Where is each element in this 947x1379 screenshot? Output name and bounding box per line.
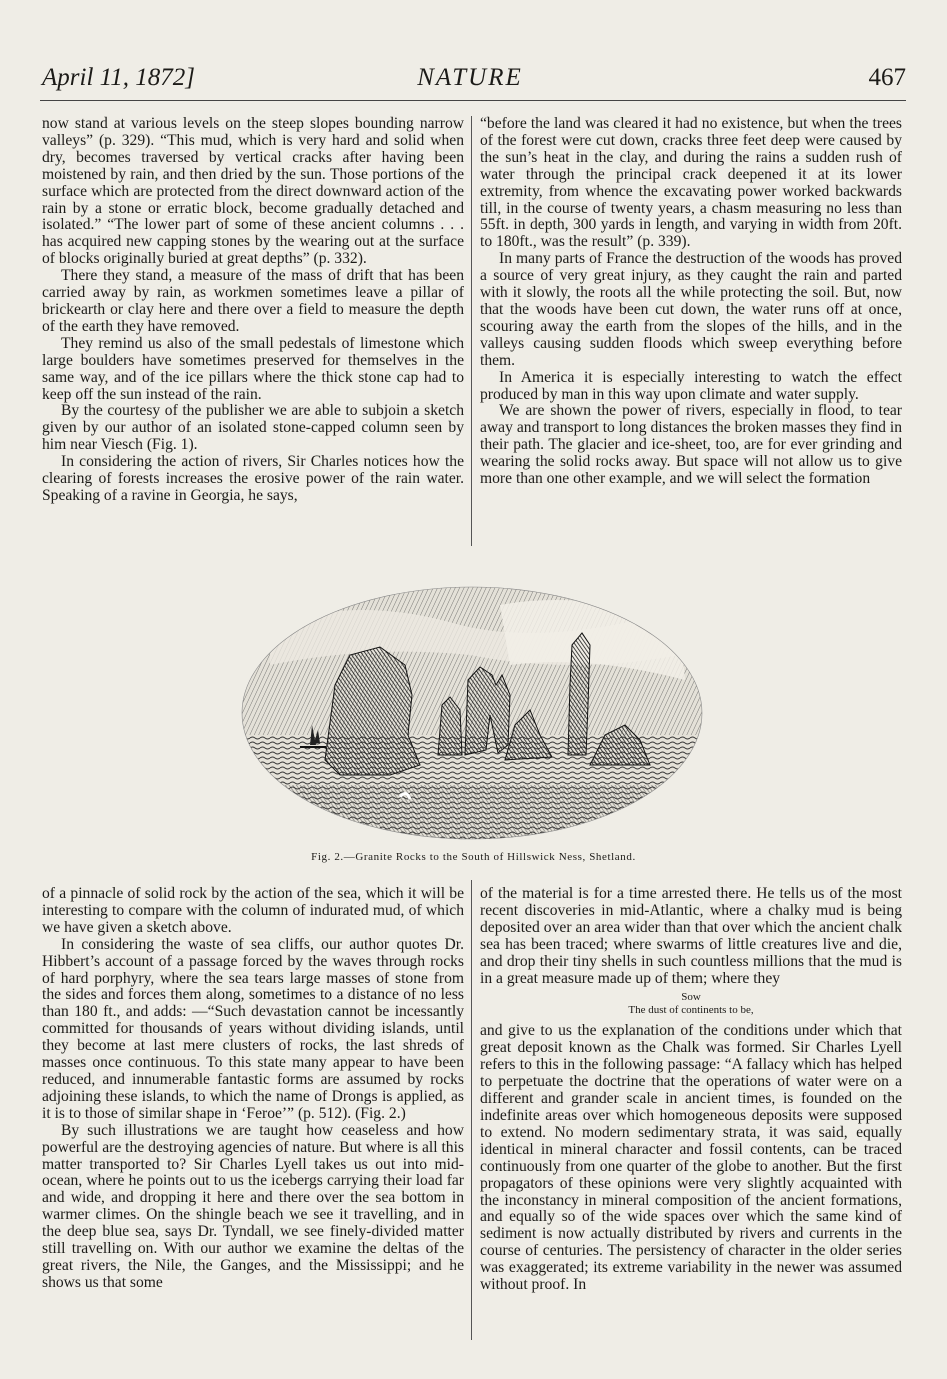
column-bottom-left	[42, 886, 464, 1292]
issue-date: April 11, 1872]	[42, 64, 196, 91]
paragraph: By the courtesy of the publisher we are able to subjoin a sketch given by our author of an isolated stone-capped column seen by him near Viesch (Fig. 1).	[42, 402, 464, 454]
page-number: 467	[868, 64, 906, 91]
verse-line: Sow	[681, 991, 701, 1004]
paragraph: In many parts of France the destruction of the woods has proved a source of very great injury, as they caught the rain and parted with it slowly, the roots all the while protecting the soil. But, now that the woods have been cut down, the water runs off at once, scouring away the earth from the slopes of the hills, and in the valleys causing sudden floods which sweep everything before them.	[480, 250, 902, 369]
paragraph: They remind us also of the small pedestals of limestone which large boulders have sometimes preserved for themselves in the same way, and of the ice pillars where the thick stone cap had to keep off the sun instead of the rain.	[42, 334, 464, 403]
paragraph: In America it is especially interesting to watch the effect produced by man in this way upon climate and water supply.	[480, 368, 902, 403]
paragraph: By such illustrations we are taught how ceaseless and how powerful are the destroying agencies of nature. But where is all this matter transported to? Sir Charles Lyell takes us out into mid-ocean, where he points out to us the icebergs carrying their load far and wide, and dropping it here and there over the sea bottom in warmer climes. On the shingle beach we see it travelling, and in the deep blue sea, says Dr. Tyndall, we see finely-divided matter still travelling on. With our author we examine the deltas of the great rivers, the Nile, the Ganges, and the Mississippi; and he shows us that some	[42, 1121, 464, 1291]
column-top-left	[42, 116, 464, 505]
header-rule	[40, 100, 906, 101]
verse-line: The dust of continents to be,	[628, 1004, 754, 1017]
paragraph: now stand at various levels on the steep slopes bounding narrow valleys” (p. 329). “This mud, which is very hard and solid when dry, becomes traversed by vertical cracks after having been moistened by rain, and then dried by the sun. Those portions of the surface which are protected from the direct downward action of the rain by a stone or erratic block, become gradually detached and isolated.” “The lower part of some of these ancient columns . . . has acquired new capping stones by the wearing out at the surface of blocks originally buried at great depths” (p. 332).	[42, 115, 464, 268]
column-bottom-right	[480, 886, 902, 1294]
paragraph: In considering the action of rivers, Sir Charles notices how the clearing of forests increases the erosive power of the rain water. Speaking of a ravine in Georgia, he says,	[42, 453, 464, 504]
column-divider	[471, 880, 472, 1340]
running-header	[34, 64, 906, 98]
paragraph: “before the land was cleared it had no existence, but when the trees of the forest were cut down, cracks three feet deep were caused by the sun’s heat in the clay, and during the rains a sudden rush of water through the principal crack deepened it at its lower extremity, from whence the excavating power worked backwards till, in the course of twenty years, a chasm measuring no less than 55ft. in depth, 300 yards in length, and varying in width from 20ft. to 180ft., was the result” (p. 339).	[480, 115, 902, 251]
journal-title: NATURE	[417, 64, 523, 91]
paragraph: There they stand, a measure of the mass of drift that has been carried away by rain, as workmen sometimes leave a pillar of brickearth or clay here and there over a field to measure the depth of the earth they have removed.	[42, 267, 464, 335]
paragraph: and give to us the explanation of the conditions under which that great deposit known as the Chalk was formed. Sir Charles Lyell refers to this in the following passage: “A fallacy which has helped to perpetuate the doctrine that the operations of water were on a different and grander scale in ancient times, is founded on the indefinite areas over which homogeneous deposits were supposed to extend. No modern sedimentary strata, it was said, equally identical in mineral character and fossil contents, can be traced continuously from one quarter of the globe to another. But the first propagators of these opinions were very slightly acquainted with the inconstancy in mineral composition of the ancient formations, and equally so of the wide spaces over which the same kind of sediment is now actually distributed by rivers and currents in the course of centuries. The persistency of character in the older series was exaggerated; its extreme variability in the newer was assumed without proof. In	[480, 1022, 902, 1294]
paragraph: We are shown the power of rivers, especially in flood, to tear away and transport to long distances the broken masses they find in their path. The glacier and ice-sheet, too, are for ever grinding and wearing the solid rocks away. But space will not allow us to give more than one other example, and we will select the formation	[480, 402, 902, 488]
figure-caption: Fig. 2.—Granite Rocks to the South of Hillswick Ness, Shetland.	[311, 851, 636, 863]
granite-rocks-engraving	[240, 585, 705, 847]
column-divider	[471, 116, 472, 546]
column-top-right	[480, 116, 902, 488]
verse-quotation	[480, 991, 902, 1017]
paragraph: of the material is for a time arrested there. He tells us of the most recent discoveries in mid-Atlantic, where a chalky mud is being deposited over an area wider than that over which the ancient chalk sea has been traced; where swarms of little creatures live and die, and drop their tiny shells in such countless millions that the mud is in a great measure made up of them; where they	[480, 885, 902, 987]
paragraph: In considering the waste of sea cliffs, our author quotes Dr. Hibbert’s account of a passage forced by the waves through rocks of hard porphyry, where the sea tears large masses of stone from the sides and forces them along, sometimes to a distance of no less than 180 ft., and adds: —“Such devastation cannot be incessantly committed for thousands of years without dividing islands, until they become at last mere clusters of rocks, the last shreds of masses once continuous. To this state many appear to have been reduced, and innumerable fantastic forms are assumed by rocks adjoining these islands, to which the name of Drongs is applied, as it is to those of similar shape in ‘Feroe’” (p. 512). (Fig. 2.)	[42, 935, 464, 1122]
paragraph: of a pinnacle of solid rock by the action of the sea, which it will be interesting to compare with the column of indurated mud, of which we have given a sketch above.	[42, 885, 464, 936]
